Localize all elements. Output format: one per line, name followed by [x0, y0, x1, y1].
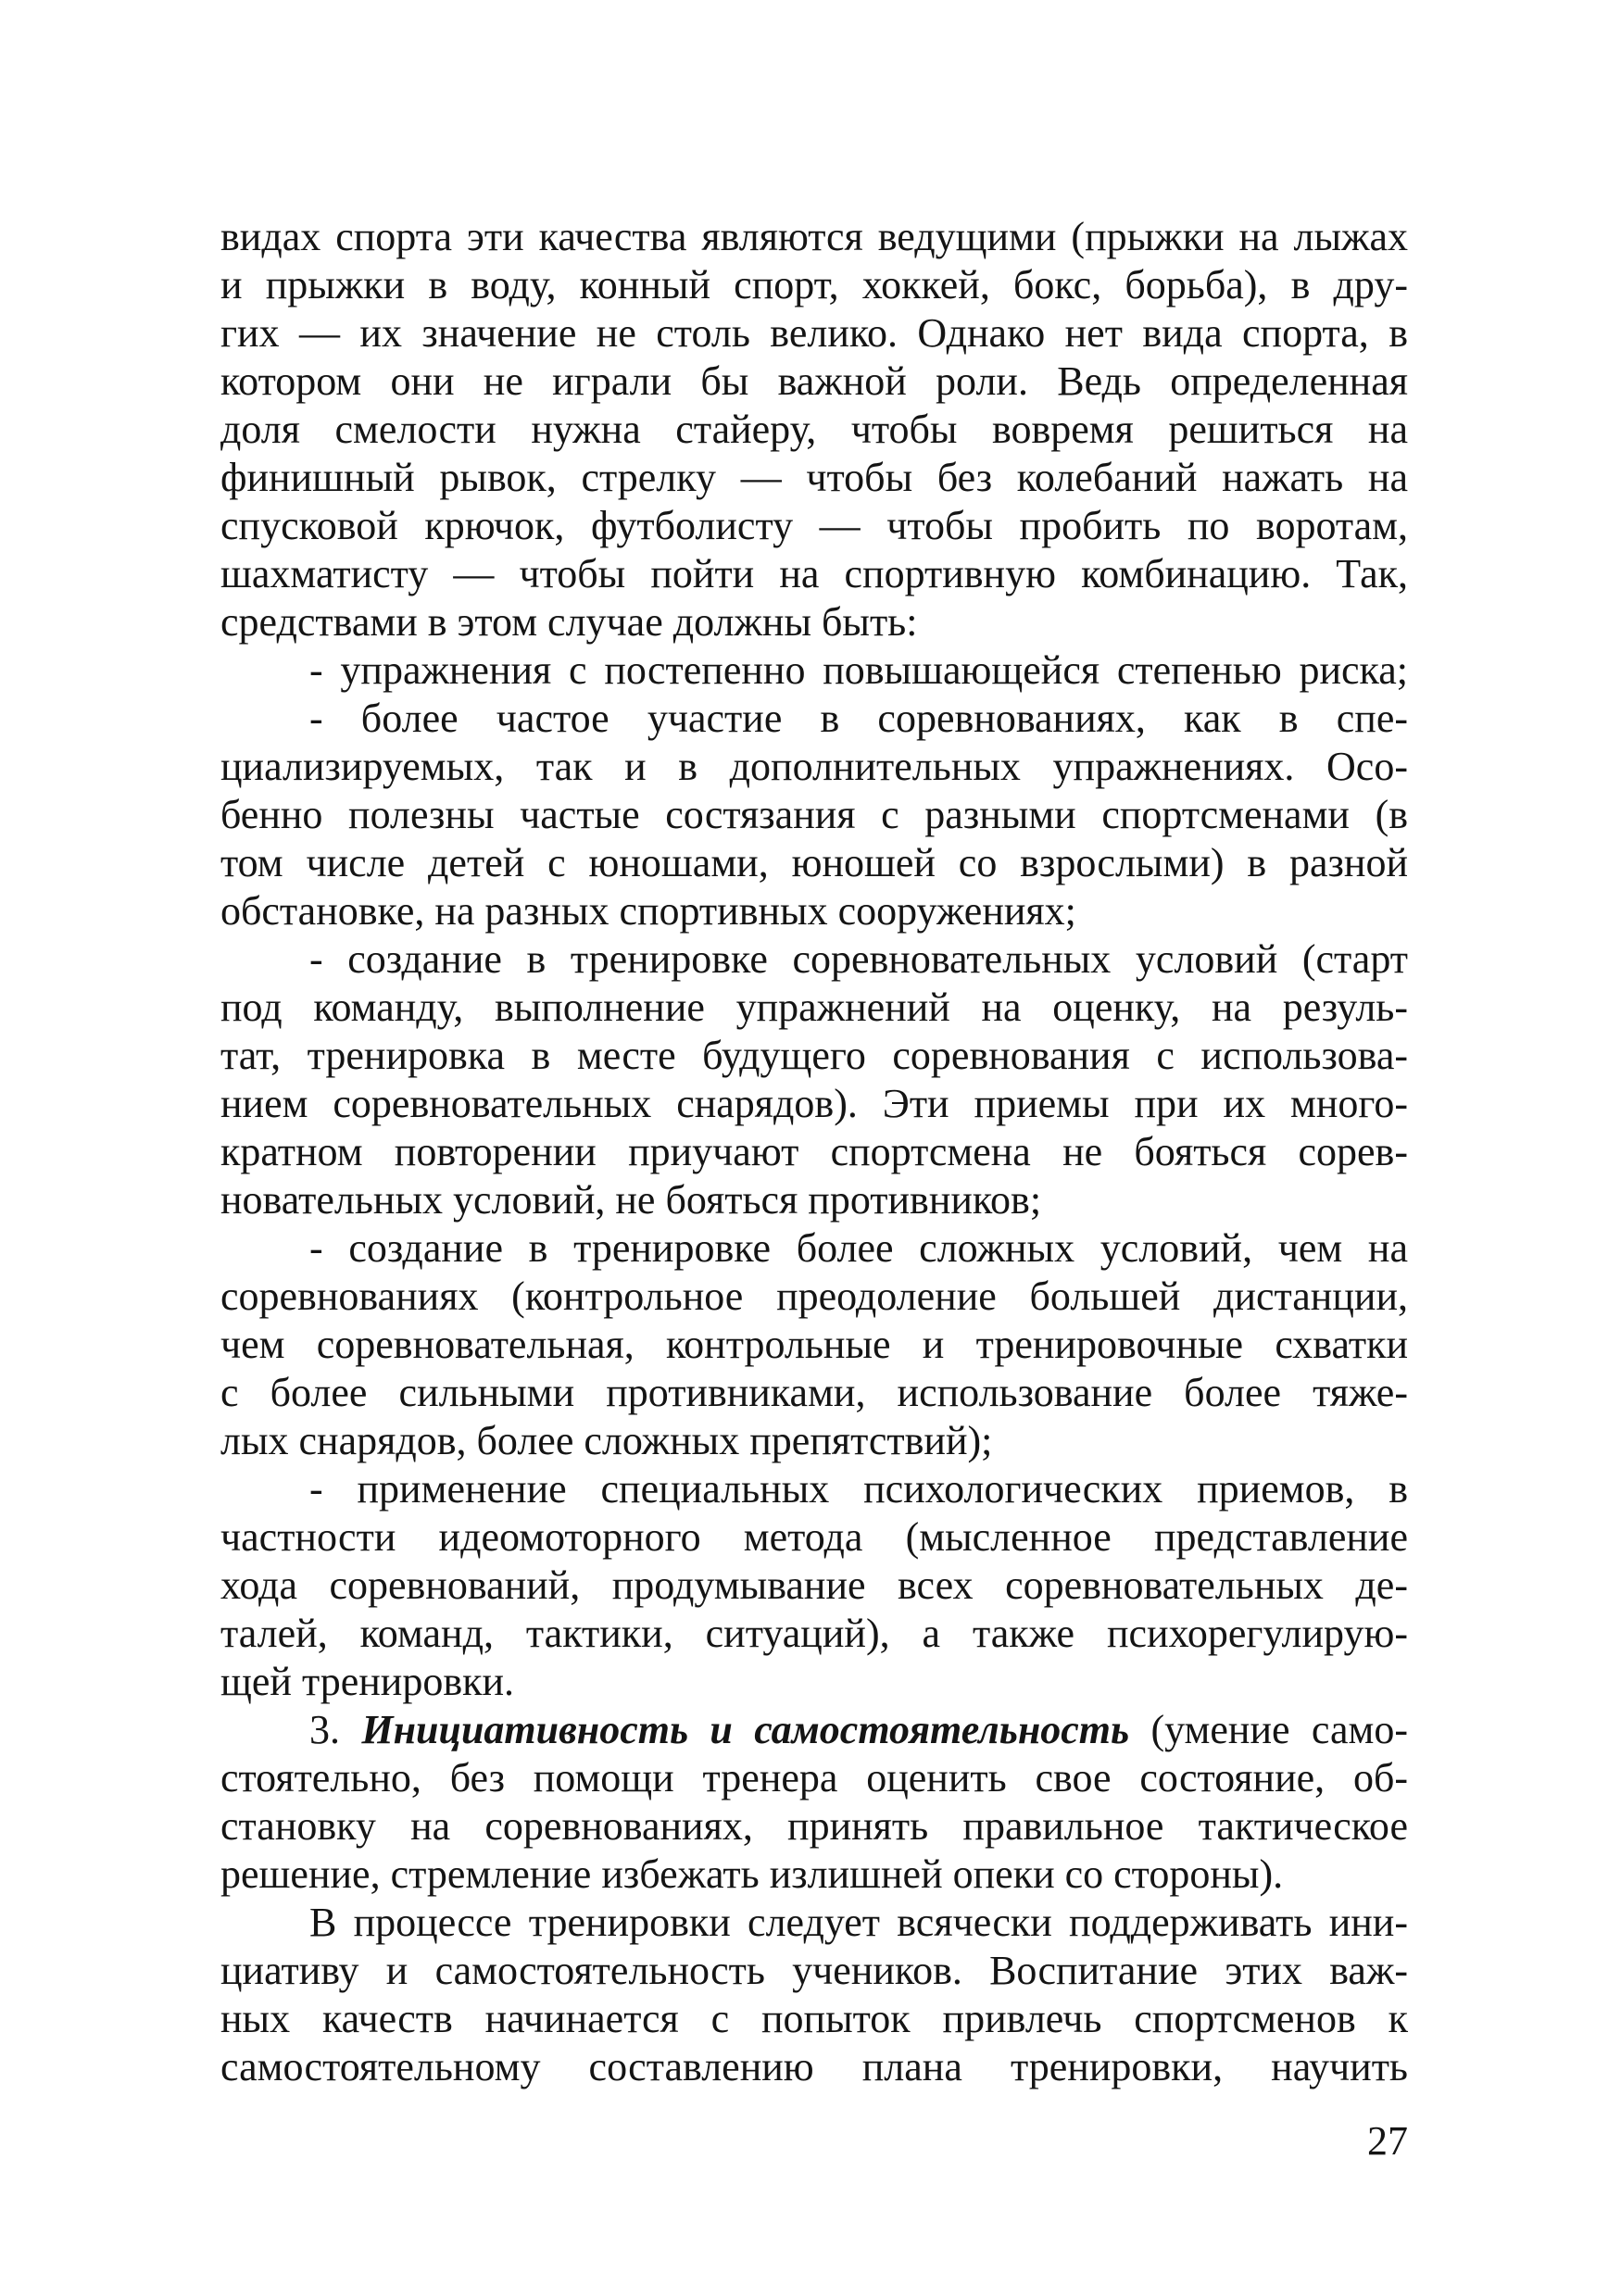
item-number: 3. — [309, 1707, 340, 1752]
list-item-3 — [309, 1704, 1408, 1756]
text-line: лых снарядов, более сложных препятствий); — [220, 1418, 993, 1463]
text-line: том числе детей с юношами, юношей со взрослыми) в разной — [220, 840, 1408, 885]
text-line: хода соревнований, продумывание всех соревновательных де- — [220, 1562, 1408, 1608]
text-line: и прыжки в воду, конный спорт, хоккей, бокс, борьба), в дру- — [220, 262, 1408, 307]
text-line: циализируемых, так и в дополнительных упражнениях. Осо- — [220, 744, 1408, 789]
text-line: становку на соревнованиях, принять правильное тактическое — [220, 1803, 1408, 1849]
text-line: котором они не играли бы важной роли. Ведь определенная — [220, 358, 1408, 404]
text-line: щей тренировки. — [220, 1659, 515, 1704]
text-line: стоятельно, без помощи тренера оценить свое состояние, об- — [220, 1755, 1408, 1800]
text-line: новательных условий, не бояться противников; — [220, 1177, 1042, 1223]
item-term: Инициативность и самостоятельность — [361, 1707, 1130, 1752]
text-line: гих — их значение не столь велико. Однако нет вида спорта, в — [220, 310, 1408, 356]
text-line: частности идеомоторного метода (мысленное представление — [220, 1514, 1408, 1560]
paragraph-line: В процессе тренировки следует всячески поддерживать ини- — [309, 1900, 1408, 1945]
text-line: средствами в этом случае должны быть: — [220, 599, 918, 645]
text-line: доля смелости нужна стайеру, чтобы вовремя решиться на — [220, 407, 1408, 452]
text-line: бенно полезны частые состязания с разными спортсменами (в — [220, 792, 1408, 837]
text-line: ных качеств начинается с попыток привлечь спортсменов к — [220, 1996, 1408, 2041]
list-item: - создание в тренировке соревновательных условий (старт — [309, 936, 1408, 982]
text-line: шахматисту — чтобы пойти на спортивную комбинацию. Так, — [220, 551, 1408, 596]
list-item: - упражнения с постепенно повышающейся степенью риска; — [309, 647, 1408, 693]
text-line: нием соревновательных снарядов). Эти приемы при их много- — [220, 1081, 1408, 1126]
text-line: талей, команд, тактики, ситуаций), а также психорегулирую- — [220, 1611, 1408, 1656]
list-item: - более частое участие в соревнованиях, как в спе- — [309, 696, 1408, 741]
text-line: циативу и самостоятельность учеников. Воспитание этих важ- — [220, 1948, 1408, 1993]
text-line: кратном повторении приучают спортсмена не бояться сорев- — [220, 1129, 1408, 1174]
text-line: видах спорта эти качества являются ведущими (прыжки на лыжах — [220, 214, 1408, 259]
list-item: - применение специальных психологических приемов, в — [309, 1466, 1408, 1512]
text-line: решение, стремление избежать излишней опеки со стороны). — [220, 1851, 1284, 1897]
list-item: - создание в тренировке более сложных условий, чем на — [309, 1225, 1408, 1271]
text-line: обстановке, на разных спортивных сооружениях; — [220, 888, 1076, 934]
text-line: чем соревновательная, контрольные и тренировочные схватки — [220, 1322, 1408, 1367]
text-line: самостоятельному составлению плана тренировки, научить — [220, 2044, 1408, 2089]
text-line: под команду, выполнение упражнений на оценку, на резуль- — [220, 985, 1408, 1030]
text-line: соревнованиях (контрольное преодоление большей дистанции, — [220, 1273, 1408, 1319]
page-number: 27 — [1367, 2118, 1408, 2164]
text-line: финишный рывок, стрелку — чтобы без колебаний нажать на — [220, 455, 1408, 500]
text-line: тат, тренировка в месте будущего соревнования с использова- — [220, 1033, 1408, 1078]
text-line: с более сильными противниками, использование более тяже- — [220, 1370, 1408, 1415]
item-text: (умение само- — [1129, 1707, 1408, 1752]
text-line: спусковой крючок, футболисту — чтобы пробить по воротам, — [220, 503, 1408, 548]
